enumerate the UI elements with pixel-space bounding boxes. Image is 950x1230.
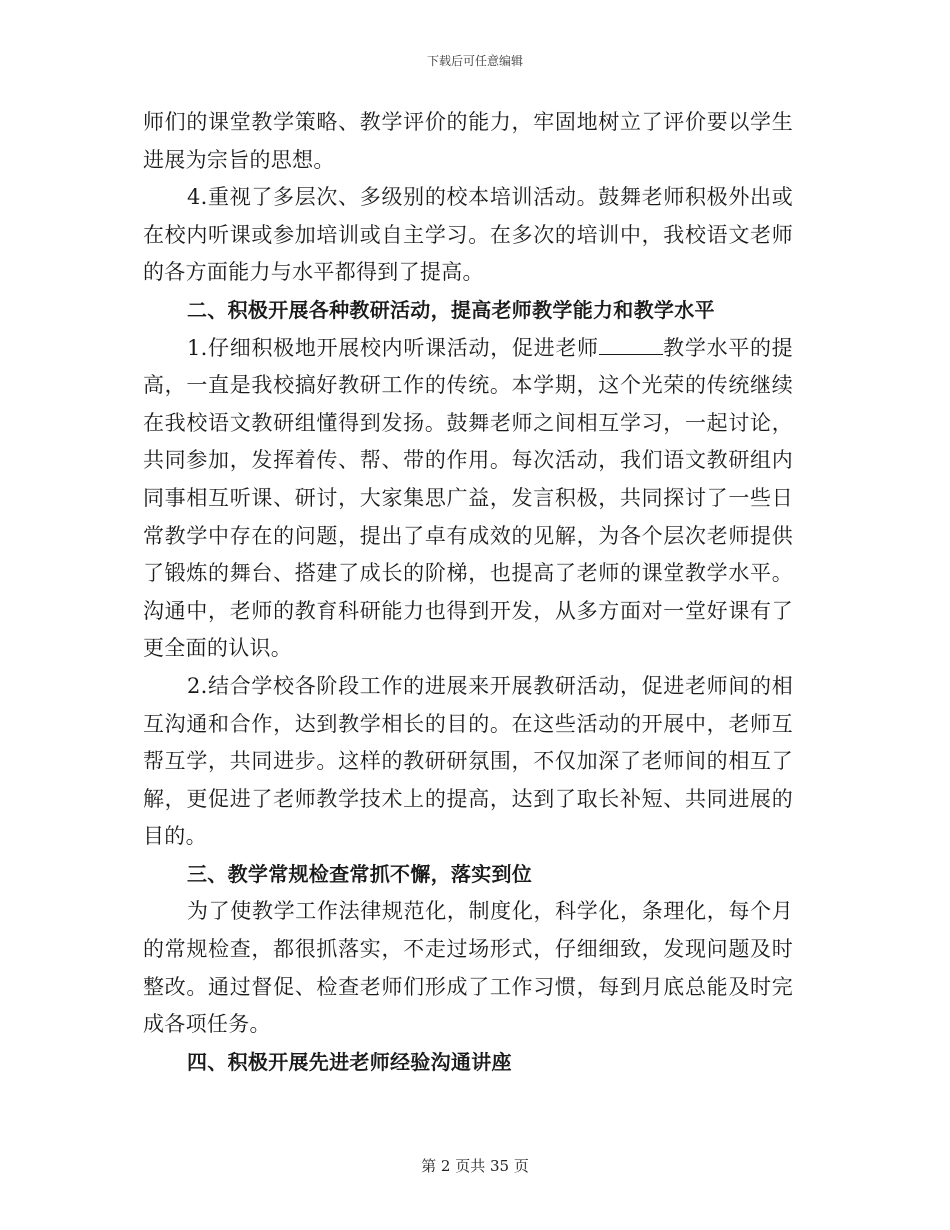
document-body [143,104,793,1081]
paragraph-item-1-start: 1.仔细积极地开展校内听课活动，促进老师 [187,335,599,360]
paragraph-item-4: 4.重视了多层次、多级别的校本培训活动。鼓舞老师积极外出或在校内听课或参加培训或自主学习。在多次的培训中，我校语文老师的各方面能力与水平都得到了提高。 [143,185,793,285]
paragraph-item-2: 2.结合学校各阶段工作的进展来开展教研活动，促进老师间的相互沟通和合作，达到教学相长的目的。在这些活动的开展中，老师互帮互学，共同进步。这样的教研研氛围，不仅加深了老师间的相互了解，更促进了老师教学技术上的提高，达到了取长补短、共同进展的目的。 [143,673,793,849]
paragraph-continued: 师们的课堂教学策略、教学评价的能力，牢固地树立了评价要以学生进展为宗旨的思想。 [143,110,793,172]
section-heading-2: 二、积极开展各种教研活动，提高老师教学能力和教学水平 [187,297,715,322]
page-footer: 第 2 页共 35 页 [421,1157,529,1175]
page-header: 下载后可任意编辑 [426,54,523,68]
fill-in-blank [599,336,663,355]
section-heading-3: 三、教学常规检查常抓不懈，落实到位 [187,861,533,886]
paragraph-routine-check: 为了使教学工作法律规范化，制度化，科学化，条理化，每个月的常规检查，都很抓落实，不走过场形式，仔细细致，发现问题及时整改。通过督促、检查老师们形成了工作习惯，每到月底总能及时完成各项任务。 [143,899,793,1037]
paragraph-item-1-rest: 教学水平的提高，一直是我校搞好教研工作的传统。本学期，这个光荣的传统继续在我校语文教研组懂得到发扬。鼓舞老师之间相互学习，一起讨论，共同参加，发挥着传、帮、带的作用。每次活动，我们语文教研组内同事相互听课、研讨，大家集思广益，发言积极，共同探讨了一些日常教学中存在的问题，提出了卓有成效的见解，为各个层次老师提供了锻炼的舞台、搭建了成长的阶梯，也提高了老师的课堂教学水平。沟通中，老师的教育科研能力也得到开发，从多方面对一堂好课有了更全面的认识。 [143,335,793,661]
paragraph-item-1 [143,330,793,668]
section-heading-4: 四、积极开展先进老师经验沟通讲座 [187,1049,512,1074]
